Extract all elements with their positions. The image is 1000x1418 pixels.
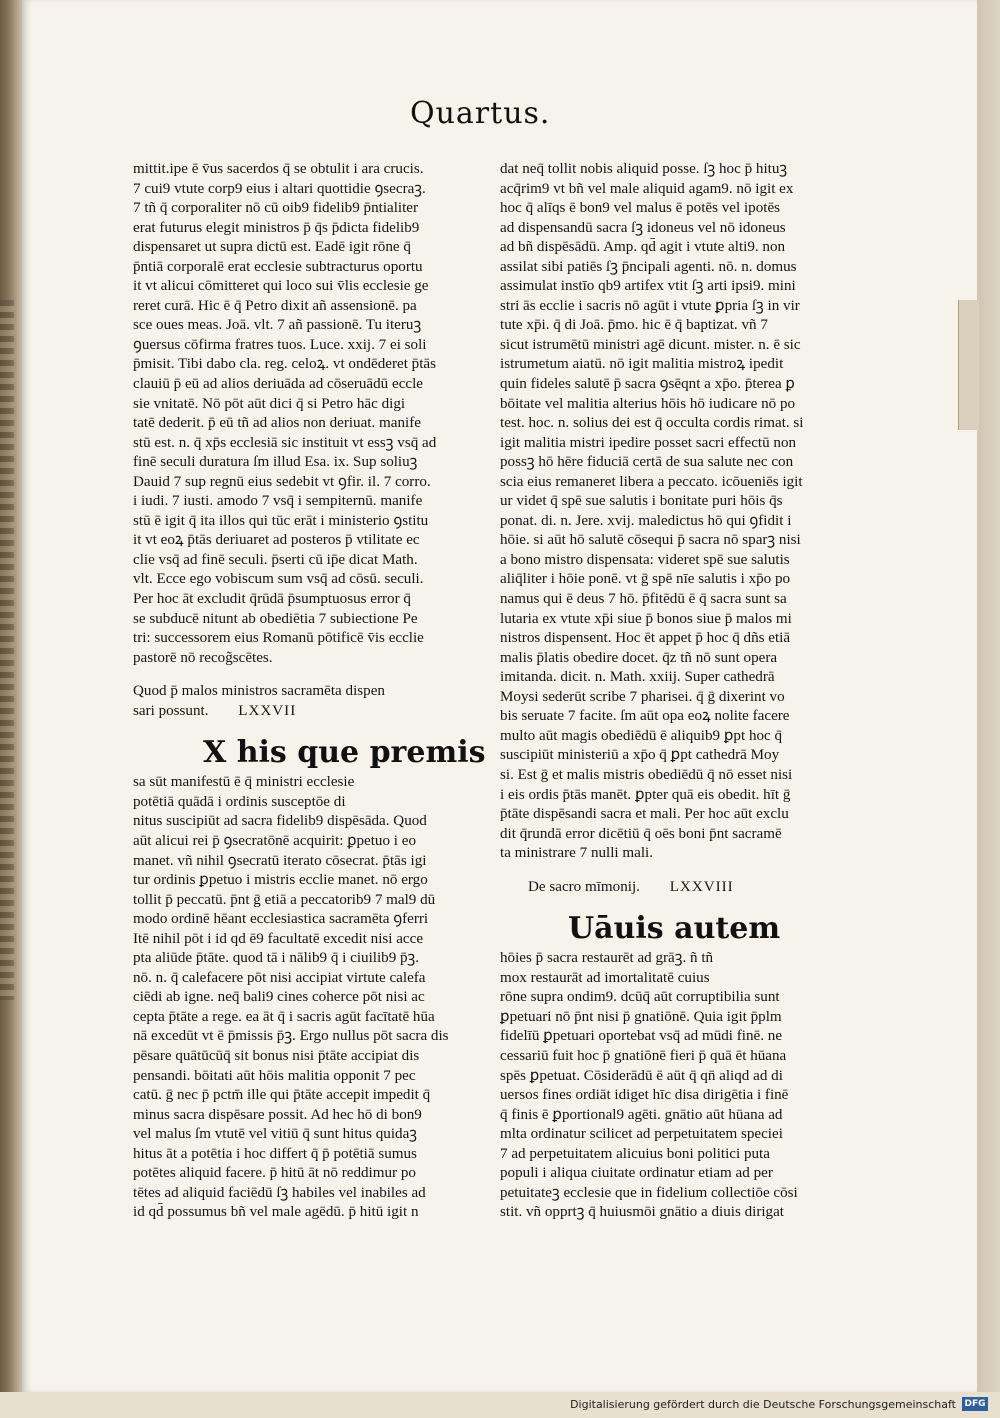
initial-heading: X his que premis — [203, 735, 486, 771]
page-edges — [0, 300, 14, 1000]
text-line: bis seruate 7 facite. ſm aūt opa eoꝝ nolite facere — [500, 708, 790, 725]
text-line: tri: successorem eius Romanū pōtificē v̄is ecclie — [133, 630, 424, 647]
text-line: assimulat instīo qb9 artifex vtit ſꝫ arti ipsi9. mini — [500, 278, 796, 295]
text-line: nitus suscipiūt ad sacra fidelib9 dispēsāda. Quod — [133, 813, 427, 830]
text-line: sce oues meas. Joā. vlt. 7 añ passionē. Tu iteruꝫ — [133, 317, 422, 334]
chapter-heading-right-text: De sacro mīmonij. — [528, 878, 640, 895]
text-line: 7 tñ q̄ corporaliter nō cū oib9 fidelib9 p̄ntialiter — [133, 200, 419, 217]
text-line: igit malitia mistri ipedire posset sacri effectū non — [500, 434, 797, 451]
text-line: i iudi. 7 iusti. amodo 7 vsq̄ i sempiternū. manife — [133, 493, 423, 510]
chapter-heading-line-1: Quod p̄ malos ministros sacramēta dispen — [133, 683, 385, 700]
text-line: 7 cui9 vtute corp9 eius i altari quottidie ꝯsecraꝫ. — [133, 180, 426, 197]
text-line: ciēdi ab igne. neq̄ bali9 cines coherce pōt nisi ac — [133, 989, 425, 1006]
text-line: catū. ḡ nec p̄ pctm̄ ille qui p̄tāte accepit impedit q̄ — [133, 1087, 431, 1104]
text-line: Per hoc āt excludit q̄rūdā p̄sumptuosus error q̄ — [133, 591, 411, 608]
left-column — [133, 160, 486, 1223]
text-line: imitanda. dicit. n. Math. xxiij. Super cathedrā — [500, 669, 775, 686]
text-line: modo ordinē hēant ecclesiastica sacramēta ꝯferri — [133, 911, 429, 928]
running-head: Quartus. — [410, 96, 551, 131]
chapter-number-right: LXXVIII — [669, 878, 734, 895]
text-line: dispensaret ut supra dictū est. Eadē igit rōne q̄ — [133, 239, 411, 256]
text-line: dit q̄rundā error dicētiū q̄ oēs boni p̄nt sacramē — [500, 825, 782, 842]
dfg-logo: DFG — [962, 1397, 988, 1411]
text-line: tētes ad aliquid faciēdū ſꝫ habiles vel inabiles ad — [133, 1184, 426, 1201]
text-line: mittit.ipe ē v̄us sacerdos q̄ se obtulit i ara crucis. — [133, 161, 424, 177]
text-line: tur ordinis ꝑpetuo i mistris ecclie manet. nō ergo — [133, 872, 428, 889]
text-line: pēsare quātūcūq̄ sit bonus nisi p̄tāte accipiat dis — [133, 1047, 420, 1064]
text-line: ad bñ dispēsādū. Amp. qd̄ agit i vtute alti9. non — [500, 239, 786, 256]
text-line: istrumetum aiatū. nō igit malitia mistroꝝ ipedit — [500, 356, 784, 373]
text-line: finē seculi duratura ſm illud Esa. ix. Sup soliuꝫ — [133, 454, 418, 471]
text-line: uersos fines ordiāt idiget hīc disa dirigētia i finē — [500, 1087, 789, 1104]
text-line: ponat. di. n. Jere. xvij. maledictus hō qui ꝯfidit i — [500, 512, 792, 529]
text-line: erat futurus elegit ministros p̄ q̄s p̄dicta fidelib9 — [133, 219, 420, 236]
text-line: reret curā. Hic ē q̄ Petro dixit añ assensionē. pa — [133, 297, 417, 314]
text-line: it vt eoꝝ p̄tās deriuaret ad posteros p̄ vtilitate ec — [133, 532, 420, 549]
text-line: pastorē nō recog̃scētes. — [133, 649, 273, 666]
digitization-credit: Digitalisierung gefördert durch die Deutsche Forschungsgemeinschaft — [570, 1398, 956, 1411]
text-line: id qd̄ possumus bñ vel male agēdū. p̄ hitū igit n — [133, 1204, 419, 1221]
text-line: pensandi. bōitati aūt hōis malitia opponit 7 pec — [133, 1067, 416, 1084]
text-line: suscipiūt ministeriū a xp̄o q̄ ꝑpt cathedrā Moy — [500, 747, 780, 764]
text-line: stri ās ecclie i sacris nō agūt i vtute ꝑpria ſꝫ in vir — [500, 297, 800, 314]
text-line: cepta p̄tāte a rege. ea āt q̄ i sacris agūt facītatē hūa — [133, 1008, 435, 1025]
text-line: nō. n. q̄ calefacere pōt nisi accipiat virtute calefa — [133, 969, 426, 986]
text-line: scia eius remaneret libera a peccato. icōueniēs igit — [500, 473, 803, 490]
text-line: nā excedūt vt ē p̄missis p̄ꝫ. Ergo nullus pōt sacra dis — [133, 1028, 449, 1045]
text-line: tute xp̄i. q̄ di Joā. p̄mo. hic ē q̄ baptizat. vñ 7 — [500, 317, 768, 334]
text-line: it vt alicui cōmitteret qui loco sui v̄lis ecclesie ge — [133, 278, 429, 295]
text-line: hōies p̄ sacra restaurēt ad grāꝫ. ñ tñ — [500, 950, 714, 967]
text-line: ta ministrare 7 nulli mali. — [500, 845, 654, 862]
text-line: stit. vñ opprtꝫ q̄ huiusmōi gnātio a diuis dirigat — [500, 1204, 784, 1221]
chapter-heading-line-2 — [133, 702, 463, 722]
text-line: sicut istrumētū ministri agē dicunt. mister. n. ē sic — [500, 336, 801, 353]
text-line: 7 ad perpetuitatem alicuius boni politici puta — [500, 1145, 770, 1162]
page-right-edge — [977, 0, 1000, 1392]
text-line: namus qui ē deus 7 hō. p̄fitēdū ē q̄ sacra sunt sa — [500, 591, 787, 608]
text-line: tatē dederit. p̄ eū tñ ad alios non deriuat. manife — [133, 415, 421, 432]
text-line: Itē nihil pōt i id qd ē9 facultatē excedit nisi acce — [133, 930, 424, 947]
text-line: acq̄rim9 vt bñ vel male aliquid agam9. nō igit ex — [500, 180, 794, 197]
chapter-heading-text: sari possunt. — [133, 702, 209, 719]
chapter-heading-right — [500, 878, 818, 898]
text-line: rōne supra ondim9. dcūq̄ aūt corruptibilia sunt — [500, 989, 780, 1006]
text-line: petuitateꝫ ecclesie que in fidelium collectiōe cōsi — [500, 1184, 798, 1201]
text-line: ꝯuersus cōfirma fratres tuos. Luce. xxij. 7 ei soli — [133, 336, 427, 353]
text-line: Dauid 7 sup regnū eius sedebit vt ꝯfir. il. 7 corro. — [133, 473, 431, 490]
right-column-text-bottom — [500, 949, 818, 1223]
text-line: cessariū fuit hoc p̄ gnatiōnē fieri p̄ quā ēt hūana — [500, 1047, 787, 1064]
text-line: i eis ordis p̄tās manēt. ꝑpter quā eis obedit. hīt ḡ — [500, 786, 791, 803]
chapter-number: LXXVII — [238, 702, 297, 719]
text-line: p̄tāte dispēsandi sacra et mali. Per hoc aūt exclu — [500, 806, 789, 823]
initial-heading-right: Uāuis autem — [568, 911, 781, 947]
text-line: q̄ finis ē ꝑportional9 agēti. gnātio aūt hūana ad — [500, 1106, 783, 1123]
text-line: ꝑpetuari nō p̄nt nisi p̄ gnatiōnē. Quia igit p̄plm — [500, 1008, 782, 1025]
text-line: minus sacra dispēsare possit. Ad hec hō di bon9 — [133, 1106, 422, 1123]
text-line: mlta ordinatur scilicet ad perpetuitatem speciei — [500, 1126, 783, 1143]
text-line: clauiū p̄ eū ad alios deriuāda ad cōseruādū eccle — [133, 376, 423, 393]
text-line: tollit p̄ peccatū. p̄nt ḡ etiā a peccatorib9 7 mal9 dū — [133, 891, 436, 908]
text-line: fidelīū ꝑpetuari oportebat vsq̄ ad mūdi finē. ne — [500, 1028, 783, 1045]
text-line: assilat sibi patiēs ſꝫ p̄ncipali agenti. nō. n. domus — [500, 258, 797, 275]
text-line: si. Est ḡ et malis mistris obediēdū q̄ nō esset nisi — [500, 766, 793, 783]
text-line: Moysi sederūt scribe 7 pharisei. q̄ ḡ dixerint vo — [500, 688, 785, 705]
text-line: ur videt q̄ spē sue salutis i bonitate puri hōis q̄s — [500, 493, 783, 510]
text-line: potētiā quādā i ordinis susceptōe di — [133, 793, 346, 810]
text-line: test. hoc. n. solius dei est q̄ occulta cordis rimat. si — [500, 415, 804, 432]
text-line: spēs ꝑpetuat. Cōsiderādū ē aūt q̄ qn̄ aliqd ad di — [500, 1067, 783, 1084]
text-line: lutaria ex vtute xp̄i siue p̄ bonos siue p̄ malos mi — [500, 610, 792, 627]
text-line: se subducē nitunt ab obediētia 7 subiectione Pe — [133, 610, 418, 627]
right-column-text-top — [500, 160, 818, 864]
right-column — [500, 160, 818, 1223]
text-line: ad dispensandū sacra ſꝫ idoneus vel nō idoneus — [500, 219, 786, 236]
left-column-text-bottom — [133, 773, 463, 1223]
scan-clip — [958, 300, 979, 430]
text-line: hōie. si aūt hō salutē cōsequi p̄ sacra nō sparꝫ nisi — [500, 532, 801, 549]
text-line: manet. vñ nihil ꝯsecratū iterato cōsecrat. p̄tās igi — [133, 852, 427, 869]
text-line: multo aūt magis obediēdū ē aliquib9 ꝑpt hoc q̄ — [500, 727, 783, 744]
text-line: malis p̄latis obedire docet. q̄z tñ nō sunt opera — [500, 649, 778, 666]
text-line: a bono mistro dispensata: videret spē sue salutis — [500, 551, 790, 568]
text-line: pta aliūde p̄tāte. quod tā i nālib9 q̄ i ciuilib9 p̄ꝫ. — [133, 950, 420, 967]
text-line: possꝫ hō hēre fiduciā certā de sua salute nec con — [500, 454, 794, 471]
text-line: bōitate vel malitia alterius hōis hō iudicare nō po — [500, 395, 796, 412]
text-line: mox restaurāt ad imortalitatē cuius — [500, 969, 710, 986]
text-line: p̄ntiā corporalē erat ecclesie subtracturus oportu — [133, 258, 423, 275]
text-line: vel malus ſm vtutē vel vitiū q̄ sunt hitus quidaꝫ — [133, 1126, 417, 1143]
text-line: hoc q̄ alīqs ē bon9 vel malus ē potēs vel ipotēs — [500, 200, 781, 217]
text-line: potētes aliquid facere. p̄ hitū āt nō reddimur po — [133, 1165, 416, 1182]
text-line: clie vsq̄ ad finē seculi. p̄serti cū ip̄e dicat Math. — [133, 551, 418, 568]
left-column-text-top — [133, 160, 463, 668]
text-line: stū est. n. q̄ xp̄s ecclesiā sic instituit vt essꝫ vsq̄ ad — [133, 434, 437, 451]
text-line: p̄misit. Tibi dabo cla. reg. celoꝝ. vt ondēderet p̄tās — [133, 356, 437, 373]
text-line: hitus āt a potētia i hoc differt q̄ p̄ potētiā sumus — [133, 1145, 417, 1162]
text-line: aūt alicui rei p̄ ꝯsecratōnē acquirit: ꝑpetuo i eo — [133, 832, 417, 849]
text-line: dat neq̄ tollit nobis aliquid posse. ſꝫ hoc p̄ hituꝫ — [500, 161, 788, 177]
text-line: aliq̄liter i hōie ponē. vt ḡ spē nīe salutis i xp̄o po — [500, 571, 791, 588]
text-line: nistros dispensent. Hoc ēt appet p̄ hoc q̄ dñs etiā — [500, 630, 791, 647]
text-line: sie vnitatē. Nō pōt aūt dici q̄ si Petro hāc digi — [133, 395, 406, 412]
text-line: stū ē igit q̄ ita illos qui tūc erāt i ministerio ꝯstitu — [133, 512, 429, 529]
text-line: sa sūt manifestū ē q̄ ministri ecclesie — [133, 774, 355, 791]
text-line: populi i aliqua ciuitate ordinatur etiam ad per — [500, 1165, 773, 1182]
text-line: quin fideles salutē p̄ sacra ꝯsēqnt a xp̄o. p̄terea ꝑ — [500, 376, 795, 393]
text-line: vlt. Ecce ego vobiscum sum vsq̄ ad cōsū. seculi. — [133, 571, 424, 588]
